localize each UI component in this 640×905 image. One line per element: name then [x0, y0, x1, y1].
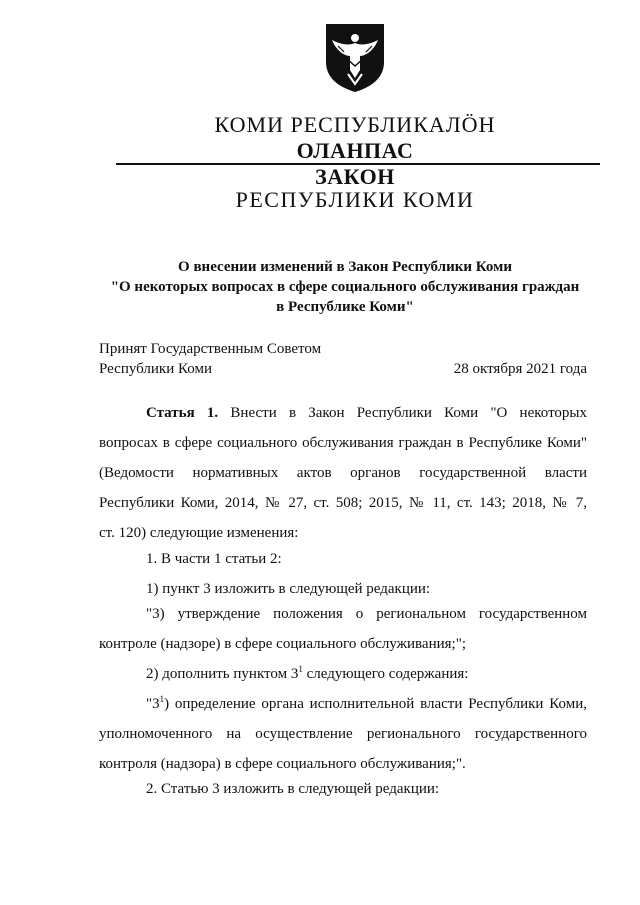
item-1-2-quote-line-2: уполномоченного на осуществление регионального государственного	[99, 726, 587, 742]
article-1-line-1	[146, 403, 587, 423]
item-1-2-text: 2) дополнить пунктом 3	[146, 666, 299, 682]
law-title-line-3: в Республике Коми"	[276, 299, 414, 315]
item-1-1-quote-line-1: "3) утверждение положения о региональном государственном	[146, 606, 587, 622]
item-1-1: 1) пункт 3 изложить в следующей редакции:	[146, 581, 431, 597]
item-1-2-quote-line-1	[146, 694, 587, 714]
superscript: 1	[298, 664, 303, 674]
law-title-line-1: О внесении изменений в Закон Республики Коми	[178, 259, 512, 275]
quote-text: ) определение органа исполнительной власти Республики Коми,	[164, 696, 587, 712]
header-olanpas: ОЛАНПАС	[296, 138, 414, 163]
header-zakon: ЗАКОН	[315, 164, 395, 189]
item-1-2-text-end: следующего содержания:	[302, 666, 469, 682]
item-1-2	[146, 664, 587, 684]
header-republic: РЕСПУБЛИКИ КОМИ	[235, 187, 475, 212]
adopted-by-line-1: Принят Государственным Советом	[99, 341, 322, 357]
article-1-line-4: Республики Коми, 2014, № 27, ст. 508; 2015, № 11, ст. 143; 2018, № 7,	[99, 495, 587, 511]
article-1-line-2: вопросах в сфере социального обслуживания граждан в Республике Коми"	[99, 435, 587, 451]
article-1-line-5: ст. 120) следующие изменения:	[99, 525, 299, 541]
article-1-text: Внести в Закон Республики Коми "О некоторых	[230, 405, 588, 421]
quote-start: "3	[146, 696, 160, 712]
article-label: Статья 1.	[146, 405, 219, 421]
superscript: 1	[159, 694, 165, 704]
law-title-line-2: "О некоторых вопросах в сфере социального обслуживания граждан	[110, 279, 580, 295]
adoption-date: 28 октября 2021 года	[453, 361, 587, 377]
item-2: 2. Статью 3 изложить в следующей редакции:	[146, 781, 440, 797]
article-1-line-3: (Ведомости нормативных актов органов государственной власти	[99, 465, 587, 481]
item-1: 1. В части 1 статьи 2:	[146, 551, 282, 567]
coat-of-arms-icon	[324, 22, 386, 94]
item-1-1-quote-line-2: контроле (надзоре) в сфере социального обслуживания;";	[99, 636, 466, 652]
adopted-by-line-2: Республики Коми	[99, 361, 212, 377]
header-komi-language: КОМИ РЕСПУБЛИКАЛӦН	[214, 112, 496, 137]
item-1-2-quote-line-3: контроля (надзора) в сфере социального обслуживания;".	[99, 756, 466, 772]
